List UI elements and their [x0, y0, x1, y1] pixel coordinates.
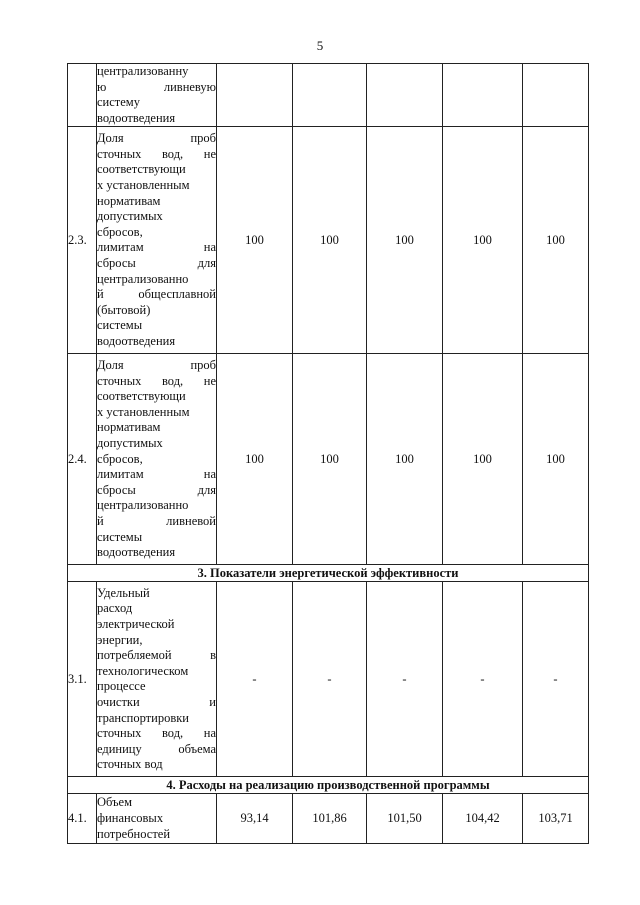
indicator-name-line: Доля проб — [97, 358, 216, 373]
indicator-name-line: сточных вод, на — [97, 726, 216, 741]
indicator-name-line: нормативам — [97, 420, 161, 435]
table-row — [68, 354, 589, 565]
value-cell: 100 — [217, 354, 293, 565]
indicator-name-line: сбросы для — [97, 255, 216, 270]
value-cell: 100 — [293, 354, 367, 565]
section-title: 3. Показатели энергетической эффективности — [68, 565, 589, 582]
indicator-name-line: Доля проб — [97, 131, 216, 146]
indicator-name-line: водоотведения — [97, 333, 176, 348]
row-number-cell: 3.1. — [68, 582, 97, 777]
section-title: 4. Расходы на реализацию производственной программы — [68, 777, 589, 794]
indicator-name-line: централизованну — [97, 64, 189, 78]
indicator-name-line: допустимых — [97, 435, 163, 450]
value-cell — [367, 64, 443, 127]
indicator-name-line: ю ливневую — [97, 79, 216, 94]
indicator-name-line: сбросов, — [97, 451, 143, 466]
indicator-name-line: водоотведения — [97, 545, 176, 560]
table-row — [68, 127, 589, 354]
indicator-name-line: очистки и — [97, 694, 216, 709]
indicator-name-line: лимитам на — [97, 467, 216, 482]
value-cell: 100 — [443, 354, 523, 565]
indicator-name-line: единицу объема — [97, 741, 216, 756]
indicator-name-line: потребляемой в — [97, 648, 216, 663]
section-header-row — [68, 777, 589, 794]
indicator-name-line: соответствующи — [97, 162, 186, 177]
indicator-name-line: технологическом — [97, 663, 189, 678]
indicator-name-line: потребностей — [97, 826, 171, 841]
value-cell — [217, 64, 293, 127]
indicator-name-cell — [97, 64, 217, 127]
indicator-name-line: систему — [97, 95, 140, 110]
value-cell: - — [293, 582, 367, 777]
value-cell: 100 — [523, 354, 589, 565]
table-row — [68, 794, 589, 844]
indicator-name-line: й общесплавной — [97, 287, 216, 302]
indicator-name-line: водоотведения — [97, 110, 176, 125]
value-cell — [293, 64, 367, 127]
indicator-name-line: х установленным — [97, 404, 190, 419]
value-cell — [523, 64, 589, 127]
value-cell: 93,14 — [217, 794, 293, 844]
row-number-cell: 2.4. — [68, 354, 97, 565]
value-cell: 100 — [367, 127, 443, 354]
section-header-row — [68, 565, 589, 582]
indicator-name-cell — [97, 127, 217, 354]
indicator-name-line: финансовых — [97, 811, 164, 826]
indicator-name-line: транспортировки — [97, 710, 189, 725]
value-cell: - — [443, 582, 523, 777]
value-cell — [443, 64, 523, 127]
indicator-name-line: централизованно — [97, 498, 189, 513]
indicator-name-cell — [97, 354, 217, 565]
indicators-table — [67, 63, 589, 844]
value-cell: - — [367, 582, 443, 777]
indicator-name-line: электрической — [97, 617, 175, 631]
page-number: 5 — [316, 38, 324, 53]
value-cell: - — [217, 582, 293, 777]
indicator-name-line: сбросов, — [97, 224, 143, 239]
indicator-name-line: нормативам — [97, 193, 161, 208]
indicator-name-line: системы — [97, 318, 143, 333]
indicator-name-line: системы — [97, 529, 143, 544]
value-cell: 100 — [293, 127, 367, 354]
table-row — [68, 582, 589, 777]
row-number-cell: 4.1. — [68, 794, 97, 844]
indicator-name-line: й ливневой — [97, 513, 216, 528]
indicator-name-cell — [97, 582, 217, 777]
indicator-name-line: сточных вод, не — [97, 373, 216, 388]
value-cell: 103,71 — [523, 794, 589, 844]
indicator-name-line: сбросы для — [97, 482, 216, 497]
indicator-name-line: Удельный — [97, 585, 150, 600]
indicator-name-line: Объем — [97, 795, 132, 810]
indicator-name-line: процессе — [97, 679, 146, 694]
value-cell: 100 — [367, 354, 443, 565]
value-cell: 100 — [443, 127, 523, 354]
indicator-name-line: (бытовой) — [97, 302, 151, 317]
indicator-name-line: соответствующи — [97, 389, 186, 404]
value-cell: 101,50 — [367, 794, 443, 844]
table-row — [68, 64, 589, 127]
indicator-name-line: сточных вод — [97, 757, 163, 772]
indicator-name-line: централизованно — [97, 271, 189, 286]
indicator-name-line: допустимых — [97, 209, 163, 224]
indicator-name-line: лимитам на — [97, 240, 216, 255]
row-number-cell — [68, 64, 97, 127]
indicator-name-line: расход — [97, 601, 133, 616]
value-cell: - — [523, 582, 589, 777]
row-number-cell: 2.3. — [68, 127, 97, 354]
value-cell: 100 — [217, 127, 293, 354]
indicator-name-cell — [97, 794, 217, 844]
value-cell: 101,86 — [293, 794, 367, 844]
indicator-name-line: сточных вод, не — [97, 146, 216, 161]
value-cell: 100 — [523, 127, 589, 354]
value-cell: 104,42 — [443, 794, 523, 844]
indicator-name-line: х установленным — [97, 178, 190, 192]
indicator-name-line: энергии, — [97, 632, 143, 647]
